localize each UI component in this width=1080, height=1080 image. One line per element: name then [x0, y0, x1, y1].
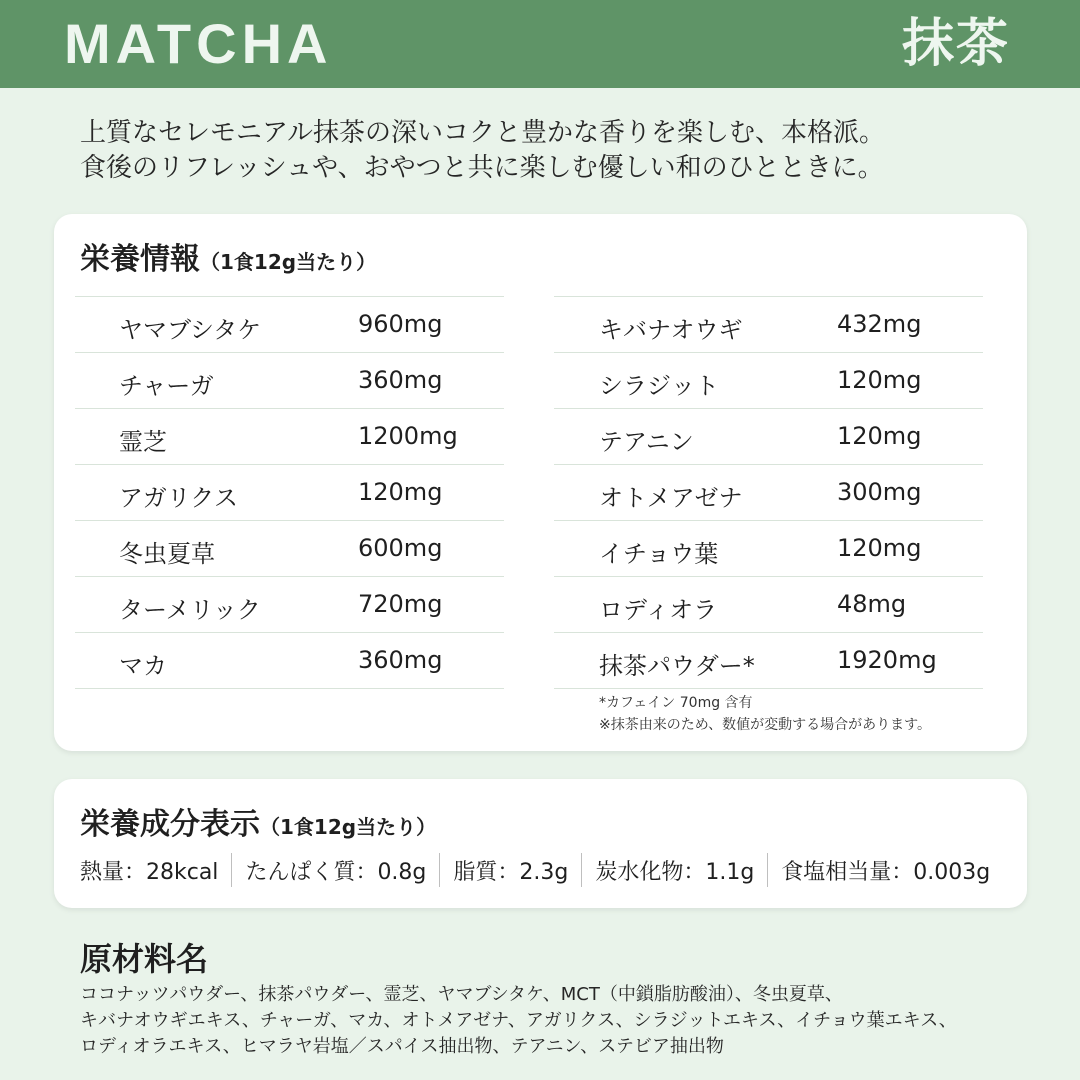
ingredient-amount: 300mg [837, 478, 922, 506]
table-row [554, 297, 983, 353]
title-english: MATCHA [64, 12, 333, 75]
ingredients-list [80, 982, 1040, 1060]
table-row [75, 297, 504, 353]
stat-fat: 脂質：2.3g [453, 859, 569, 885]
ingredient-name: 抹茶パウダー* [599, 652, 755, 680]
table-row [554, 577, 983, 633]
footnotes [599, 692, 931, 736]
ingredients-title: 原材料名 [80, 940, 209, 978]
table-row [75, 577, 504, 633]
ingredient-name: シラジット [599, 372, 719, 400]
title-japanese: 抹茶 [901, 14, 1010, 74]
ingredient-name: オトメアゼナ [599, 484, 743, 512]
ingredient-amount: 120mg [358, 478, 443, 506]
ingredient-amount: 360mg [358, 366, 443, 394]
ingredients-line-1: ココナッツパウダー、抹茶パウダー、霊芝、ヤマブシタケ、MCT（中鎖脂肪酸油）、冬虫夏草、 [80, 984, 843, 1005]
ingredient-amount: 120mg [837, 366, 922, 394]
ingredient-name: アガリクス [119, 484, 239, 512]
intro-line-2: 食後のリフレッシュや、おやつと共に楽しむ優しい和のひとときに。 [80, 153, 884, 183]
table-row [554, 353, 983, 409]
stat-carbohydrate: 炭水化物：1.1g [595, 859, 755, 885]
ingredient-name: 冬虫夏草 [119, 540, 215, 568]
table-row [75, 465, 504, 521]
ingredient-name: ターメリック [119, 596, 261, 624]
stat-energy: 熱量：28kcal [80, 859, 219, 885]
table-row [75, 353, 504, 409]
ingredients-line-2: キバナオウギエキス、チャーガ、マカ、オトメアゼナ、アガリクス、シラジットエキス、イチョウ葉エキス、 [80, 1010, 957, 1031]
intro-text [80, 116, 1020, 186]
ingredient-amount: 1200mg [358, 422, 458, 450]
ingredient-name: イチョウ葉 [599, 540, 719, 568]
table-row [75, 409, 504, 465]
table-row [554, 633, 983, 689]
ingredient-amount: 120mg [837, 534, 922, 562]
nutrition-facts-heading: 栄養成分表示 [80, 807, 260, 842]
ingredient-name: ヤマブシタケ [119, 316, 262, 344]
nutrition-info-serving: （1食12g当たり） [200, 250, 377, 274]
header-banner [0, 0, 1080, 88]
ingredient-amount: 120mg [837, 422, 922, 450]
ingredient-name: ロディオラ [599, 596, 718, 624]
table-row [75, 633, 504, 689]
ingredient-amount: 1920mg [837, 646, 937, 674]
ingredient-name: テアニン [599, 428, 694, 456]
table-row [554, 521, 983, 577]
caffeine-note: *カフェイン 70mg 含有 [599, 695, 753, 711]
ingredient-name: キバナオウギ [599, 316, 743, 344]
nutrition-info-title [80, 234, 376, 278]
stat-protein: たんぱく質：0.8g [245, 859, 427, 885]
table-row [75, 521, 504, 577]
ingredient-amount: 48mg [837, 590, 907, 618]
variation-note: ※抹茶由来のため、数値が変動する場合があります。 [599, 717, 932, 733]
table-row [554, 409, 983, 465]
nutrition-facts-title [80, 799, 436, 843]
intro-line-1: 上質なセレモニアル抹茶の深いコクと豊かな香りを楽しむ、本格派。 [80, 118, 885, 148]
nutrition-table-left [75, 296, 504, 689]
stat-salt: 食塩相当量：0.003g [781, 859, 991, 885]
ingredient-name: チャーガ [119, 372, 214, 400]
nutrition-facts-card [54, 779, 1027, 908]
nutrition-table-right [554, 296, 983, 689]
ingredient-name: マカ [119, 652, 167, 680]
nutrition-info-heading: 栄養情報 [80, 242, 200, 277]
ingredient-amount: 600mg [358, 534, 443, 562]
nutrition-info-card [54, 214, 1027, 751]
nutrition-facts-serving: （1食12g当たり） [260, 815, 437, 839]
ingredient-amount: 720mg [358, 590, 443, 618]
nutrition-facts-list [80, 853, 1003, 887]
ingredient-amount: 960mg [358, 310, 443, 338]
ingredient-amount: 432mg [837, 310, 922, 338]
ingredients-line-3: ロディオラエキス、ヒマラヤ岩塩／スパイス抽出物、テアニン、ステビア抽出物 [80, 1036, 724, 1057]
ingredient-name: 霊芝 [119, 428, 167, 456]
table-row [554, 465, 983, 521]
ingredient-amount: 360mg [358, 646, 443, 674]
